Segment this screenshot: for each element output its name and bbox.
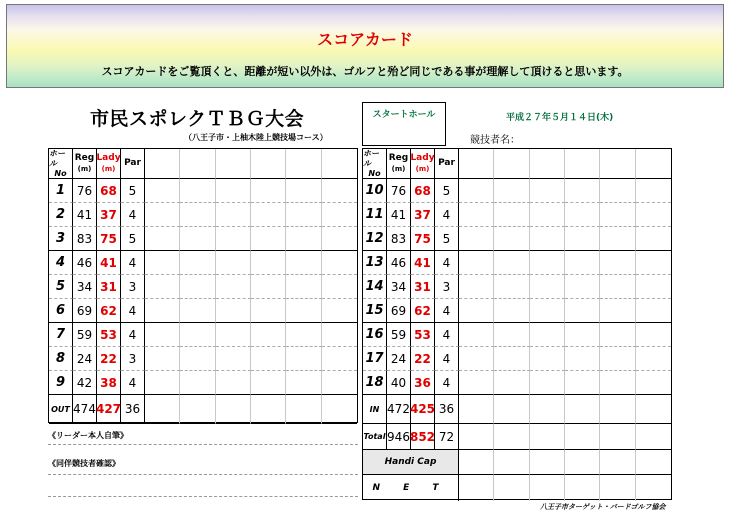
reg-distance: 69 bbox=[387, 299, 411, 323]
score-cell[interactable] bbox=[216, 251, 251, 275]
subtotal-reg: 474 bbox=[73, 395, 97, 424]
par-value: 3 bbox=[121, 275, 145, 299]
hole-number: 9 bbox=[49, 371, 73, 395]
total-reg: 946 bbox=[387, 424, 411, 450]
total-lady: 852 bbox=[411, 424, 435, 450]
score-cell[interactable] bbox=[322, 371, 357, 395]
reg-distance: 41 bbox=[73, 203, 97, 227]
association-name: 八王子市ターゲット・バードゴルフ協会 bbox=[540, 503, 666, 511]
score-cell[interactable] bbox=[600, 371, 635, 395]
score-cell[interactable] bbox=[251, 179, 286, 203]
lady-distance: 41 bbox=[97, 251, 121, 275]
score-cell[interactable] bbox=[216, 179, 251, 203]
score-cell[interactable] bbox=[322, 179, 357, 203]
score-cell[interactable] bbox=[180, 323, 215, 347]
score-cell[interactable] bbox=[459, 227, 494, 251]
score-cell[interactable] bbox=[251, 227, 286, 251]
score-cell[interactable] bbox=[322, 395, 357, 424]
score-cell[interactable] bbox=[494, 203, 529, 227]
score-cell[interactable] bbox=[286, 347, 321, 371]
par-value: 5 bbox=[435, 227, 459, 251]
header-score-cell bbox=[180, 149, 215, 179]
reg-distance: 59 bbox=[73, 323, 97, 347]
score-cell[interactable] bbox=[636, 299, 671, 323]
lady-distance: 37 bbox=[97, 203, 121, 227]
header-reg-unit: (m) bbox=[391, 164, 406, 173]
score-cell[interactable] bbox=[565, 203, 600, 227]
score-cell[interactable] bbox=[565, 251, 600, 275]
lady-distance: 22 bbox=[411, 347, 435, 371]
lady-distance: 36 bbox=[411, 371, 435, 395]
companion-line-2[interactable] bbox=[48, 496, 358, 497]
par-value: 4 bbox=[121, 203, 145, 227]
back-nine-table bbox=[362, 148, 672, 500]
score-cell[interactable] bbox=[180, 227, 215, 251]
header-score-cell bbox=[600, 149, 635, 179]
score-cell[interactable] bbox=[216, 395, 251, 424]
score-cell[interactable] bbox=[180, 395, 215, 424]
score-cell[interactable] bbox=[286, 299, 321, 323]
header-score-cell bbox=[322, 149, 357, 179]
score-cell[interactable] bbox=[459, 371, 494, 395]
header-lady-label: Lady bbox=[410, 152, 435, 163]
total-label: Total bbox=[363, 424, 387, 450]
score-cell[interactable] bbox=[459, 251, 494, 275]
score-cell[interactable] bbox=[530, 203, 565, 227]
handicap-label: Handi Cap bbox=[363, 450, 459, 475]
hole-number: 4 bbox=[49, 251, 73, 275]
score-cell[interactable] bbox=[600, 424, 635, 450]
reg-distance: 46 bbox=[387, 251, 411, 275]
score-cell[interactable] bbox=[322, 275, 357, 299]
score-cell[interactable] bbox=[600, 347, 635, 371]
course-name: （八王子市・上柚木陸上競技場コース） bbox=[184, 133, 328, 142]
score-cell[interactable] bbox=[636, 251, 671, 275]
header-reg-label: Reg bbox=[74, 152, 95, 163]
player-name-label: 競技者名： bbox=[470, 135, 520, 146]
score-cell[interactable] bbox=[636, 275, 671, 299]
par-value: 5 bbox=[435, 179, 459, 203]
lady-distance: 37 bbox=[411, 203, 435, 227]
score-cell[interactable] bbox=[145, 275, 180, 299]
score-cell[interactable] bbox=[530, 347, 565, 371]
hole-number: 7 bbox=[49, 323, 73, 347]
banner-title: スコアカード bbox=[317, 30, 413, 49]
par-value: 3 bbox=[435, 275, 459, 299]
score-cell[interactable] bbox=[322, 203, 357, 227]
hole-number: 3 bbox=[49, 227, 73, 251]
hole-number: 6 bbox=[49, 299, 73, 323]
par-value: 4 bbox=[121, 371, 145, 395]
score-cell[interactable] bbox=[180, 371, 215, 395]
score-cell[interactable] bbox=[600, 227, 635, 251]
score-cell[interactable] bbox=[494, 323, 529, 347]
net-cell[interactable] bbox=[565, 475, 600, 501]
score-cell[interactable] bbox=[216, 275, 251, 299]
par-value: 4 bbox=[121, 323, 145, 347]
header-score-cell bbox=[494, 149, 529, 179]
score-cell[interactable] bbox=[636, 179, 671, 203]
score-cell[interactable] bbox=[322, 251, 357, 275]
start-hole-box[interactable] bbox=[362, 102, 446, 146]
lady-distance: 22 bbox=[97, 347, 121, 371]
subtotal-lady: 427 bbox=[97, 395, 121, 424]
score-cell[interactable] bbox=[600, 179, 635, 203]
score-cell[interactable] bbox=[565, 179, 600, 203]
score-cell[interactable] bbox=[600, 275, 635, 299]
subtotal-label: IN bbox=[363, 395, 387, 424]
score-cell[interactable] bbox=[494, 371, 529, 395]
score-cell[interactable] bbox=[530, 323, 565, 347]
subtotal-par: 36 bbox=[121, 395, 145, 424]
score-cell[interactable] bbox=[216, 227, 251, 251]
score-cell[interactable] bbox=[322, 299, 357, 323]
score-cell[interactable] bbox=[494, 251, 529, 275]
lady-distance: 38 bbox=[97, 371, 121, 395]
lady-distance: 41 bbox=[411, 251, 435, 275]
header-reg bbox=[73, 149, 97, 179]
net-cell[interactable] bbox=[600, 475, 635, 501]
score-cell[interactable] bbox=[180, 203, 215, 227]
score-cell[interactable] bbox=[286, 323, 321, 347]
score-cell[interactable] bbox=[565, 323, 600, 347]
score-cell[interactable] bbox=[530, 179, 565, 203]
par-value: 4 bbox=[435, 371, 459, 395]
lady-distance: 75 bbox=[411, 227, 435, 251]
handicap-cell[interactable] bbox=[565, 450, 600, 475]
score-cell[interactable] bbox=[494, 424, 529, 450]
handicap-cell[interactable] bbox=[494, 450, 529, 475]
event-date: 平成２７年５月１４日(木) bbox=[506, 113, 614, 123]
score-cell[interactable] bbox=[251, 203, 286, 227]
reg-distance: 42 bbox=[73, 371, 97, 395]
score-cell[interactable] bbox=[251, 251, 286, 275]
score-cell[interactable] bbox=[216, 371, 251, 395]
score-cell[interactable] bbox=[530, 299, 565, 323]
tournament-title: 市民スポレクＴＢＧ大会 bbox=[90, 108, 305, 130]
score-cell[interactable] bbox=[145, 299, 180, 323]
score-cell[interactable] bbox=[180, 275, 215, 299]
leader-signature-label: 《リーダー本人自筆》 bbox=[48, 431, 128, 440]
score-cell[interactable] bbox=[251, 275, 286, 299]
reg-distance: 34 bbox=[387, 275, 411, 299]
header-hole-label: ホール bbox=[363, 148, 379, 168]
score-cell[interactable] bbox=[494, 395, 529, 424]
header-score-cell bbox=[459, 149, 494, 179]
score-cell[interactable] bbox=[636, 203, 671, 227]
hole-number: 17 bbox=[363, 347, 387, 371]
par-value: 4 bbox=[435, 347, 459, 371]
score-cell[interactable] bbox=[530, 275, 565, 299]
reg-distance: 76 bbox=[73, 179, 97, 203]
reg-distance: 24 bbox=[387, 347, 411, 371]
score-cell[interactable] bbox=[145, 347, 180, 371]
reg-distance: 40 bbox=[387, 371, 411, 395]
par-value: 5 bbox=[121, 179, 145, 203]
companion-confirmation-label: 《同伴競技者確認》 bbox=[48, 459, 120, 468]
score-cell[interactable] bbox=[286, 395, 321, 424]
score-cell[interactable] bbox=[565, 299, 600, 323]
score-cell[interactable] bbox=[180, 347, 215, 371]
score-cell[interactable] bbox=[251, 395, 286, 424]
lady-distance: 31 bbox=[411, 275, 435, 299]
subtotal-reg: 472 bbox=[387, 395, 411, 424]
header-score-cell bbox=[636, 149, 671, 179]
reg-distance: 34 bbox=[73, 275, 97, 299]
score-cell[interactable] bbox=[565, 275, 600, 299]
score-cell[interactable] bbox=[459, 424, 494, 450]
score-cell[interactable] bbox=[322, 323, 357, 347]
header-par: Par bbox=[435, 149, 459, 179]
subtotal-label: OUT bbox=[49, 395, 73, 424]
score-cell[interactable] bbox=[636, 227, 671, 251]
score-cell[interactable] bbox=[600, 299, 635, 323]
reg-distance: 41 bbox=[387, 203, 411, 227]
score-cell[interactable] bbox=[530, 371, 565, 395]
handicap-cell[interactable] bbox=[530, 450, 565, 475]
handicap-cell[interactable] bbox=[600, 450, 635, 475]
header-lady-label: Lady bbox=[96, 152, 121, 163]
score-cell[interactable] bbox=[494, 179, 529, 203]
score-cell[interactable] bbox=[145, 323, 180, 347]
score-cell[interactable] bbox=[459, 347, 494, 371]
header-no-label: No bbox=[368, 168, 381, 178]
score-cell[interactable] bbox=[494, 347, 529, 371]
score-cell[interactable] bbox=[216, 203, 251, 227]
hole-number: 10 bbox=[363, 179, 387, 203]
score-cell[interactable] bbox=[145, 227, 180, 251]
score-cell[interactable] bbox=[216, 347, 251, 371]
net-label: N E T bbox=[363, 475, 459, 501]
score-cell[interactable] bbox=[145, 251, 180, 275]
reg-distance: 46 bbox=[73, 251, 97, 275]
score-cell[interactable] bbox=[459, 299, 494, 323]
score-cell[interactable] bbox=[459, 275, 494, 299]
score-cell[interactable] bbox=[565, 227, 600, 251]
score-cell[interactable] bbox=[459, 203, 494, 227]
header-hole-no bbox=[363, 149, 387, 179]
lady-distance: 53 bbox=[97, 323, 121, 347]
par-value: 5 bbox=[121, 227, 145, 251]
header-hole-no bbox=[49, 149, 73, 179]
hole-number: 2 bbox=[49, 203, 73, 227]
score-cell[interactable] bbox=[636, 347, 671, 371]
handicap-cell[interactable] bbox=[636, 450, 671, 475]
score-cell[interactable] bbox=[530, 424, 565, 450]
header-score-cell bbox=[286, 149, 321, 179]
score-cell[interactable] bbox=[565, 371, 600, 395]
score-cell[interactable] bbox=[530, 251, 565, 275]
score-cell[interactable] bbox=[600, 395, 635, 424]
score-cell[interactable] bbox=[251, 299, 286, 323]
score-cell[interactable] bbox=[145, 371, 180, 395]
header-reg bbox=[387, 149, 411, 179]
handicap-cell[interactable] bbox=[459, 450, 494, 475]
net-cell[interactable] bbox=[494, 475, 529, 501]
score-cell[interactable] bbox=[459, 323, 494, 347]
hole-number: 11 bbox=[363, 203, 387, 227]
lady-distance: 62 bbox=[411, 299, 435, 323]
header-score-cell bbox=[145, 149, 180, 179]
score-cell[interactable] bbox=[530, 227, 565, 251]
score-cell[interactable] bbox=[600, 323, 635, 347]
header-no-label: No bbox=[54, 168, 67, 178]
score-cell[interactable] bbox=[145, 203, 180, 227]
reg-distance: 69 bbox=[73, 299, 97, 323]
reg-distance: 76 bbox=[387, 179, 411, 203]
score-cell[interactable] bbox=[636, 323, 671, 347]
score-cell[interactable] bbox=[286, 251, 321, 275]
header-score-cell bbox=[251, 149, 286, 179]
hole-number: 1 bbox=[49, 179, 73, 203]
score-cell[interactable] bbox=[286, 275, 321, 299]
reg-distance: 24 bbox=[73, 347, 97, 371]
score-cell[interactable] bbox=[600, 203, 635, 227]
score-cell[interactable] bbox=[636, 395, 671, 424]
score-cell[interactable] bbox=[251, 371, 286, 395]
score-cell[interactable] bbox=[459, 395, 494, 424]
hole-number: 5 bbox=[49, 275, 73, 299]
score-cell[interactable] bbox=[322, 227, 357, 251]
reg-distance: 83 bbox=[73, 227, 97, 251]
hole-number: 13 bbox=[363, 251, 387, 275]
lady-distance: 68 bbox=[411, 179, 435, 203]
par-value: 3 bbox=[121, 347, 145, 371]
score-cell[interactable] bbox=[494, 227, 529, 251]
header-par: Par bbox=[121, 149, 145, 179]
header-lady-unit: (m) bbox=[101, 164, 116, 173]
hole-number: 15 bbox=[363, 299, 387, 323]
total-par: 72 bbox=[435, 424, 459, 450]
banner-subtitle: スコアカードをご覧頂くと、距離が短い以外は、ゴルフと殆ど同じである事が理解して頂けると思います。 bbox=[101, 65, 629, 78]
hole-number: 12 bbox=[363, 227, 387, 251]
score-cell[interactable] bbox=[286, 179, 321, 203]
header-score-cell bbox=[565, 149, 600, 179]
score-cell[interactable] bbox=[180, 251, 215, 275]
net-cell[interactable] bbox=[636, 475, 671, 501]
header-lady-unit: (m) bbox=[415, 164, 430, 173]
score-cell[interactable] bbox=[145, 395, 180, 424]
score-cell[interactable] bbox=[494, 275, 529, 299]
score-cell[interactable] bbox=[286, 371, 321, 395]
par-value: 4 bbox=[435, 299, 459, 323]
net-cell[interactable] bbox=[459, 475, 494, 501]
par-value: 4 bbox=[121, 299, 145, 323]
score-cell[interactable] bbox=[565, 424, 600, 450]
header-score-cell bbox=[216, 149, 251, 179]
reg-distance: 59 bbox=[387, 323, 411, 347]
par-value: 4 bbox=[435, 251, 459, 275]
banner bbox=[6, 4, 724, 88]
score-cell[interactable] bbox=[459, 179, 494, 203]
header-reg-unit: (m) bbox=[77, 164, 92, 173]
header-hole-label: ホール bbox=[49, 148, 65, 168]
hole-number: 8 bbox=[49, 347, 73, 371]
leader-signature-line[interactable] bbox=[48, 444, 358, 445]
score-cell[interactable] bbox=[180, 299, 215, 323]
lady-distance: 68 bbox=[97, 179, 121, 203]
par-value: 4 bbox=[435, 203, 459, 227]
header-lady bbox=[411, 149, 435, 179]
subtotal-par: 36 bbox=[435, 395, 459, 424]
header-lady bbox=[97, 149, 121, 179]
lady-distance: 31 bbox=[97, 275, 121, 299]
lady-distance: 75 bbox=[97, 227, 121, 251]
score-cell[interactable] bbox=[565, 395, 600, 424]
score-cell[interactable] bbox=[180, 179, 215, 203]
score-cell[interactable] bbox=[251, 347, 286, 371]
score-cell[interactable] bbox=[251, 323, 286, 347]
hole-number: 16 bbox=[363, 323, 387, 347]
net-cell[interactable] bbox=[530, 475, 565, 501]
companion-line-1[interactable] bbox=[48, 474, 358, 475]
subtotal-lady: 425 bbox=[411, 395, 435, 424]
score-cell[interactable] bbox=[216, 323, 251, 347]
score-cell[interactable] bbox=[145, 179, 180, 203]
reg-distance: 83 bbox=[387, 227, 411, 251]
hole-number: 14 bbox=[363, 275, 387, 299]
score-cell[interactable] bbox=[494, 299, 529, 323]
start-hole-label: スタートホール bbox=[372, 110, 436, 120]
header-reg-label: Reg bbox=[388, 152, 409, 163]
front-nine-table bbox=[48, 148, 358, 423]
hole-number: 18 bbox=[363, 371, 387, 395]
score-cell[interactable] bbox=[636, 371, 671, 395]
lady-distance: 53 bbox=[411, 323, 435, 347]
lady-distance: 62 bbox=[97, 299, 121, 323]
par-value: 4 bbox=[435, 323, 459, 347]
score-cell[interactable] bbox=[322, 347, 357, 371]
score-cell[interactable] bbox=[286, 203, 321, 227]
header-score-cell bbox=[530, 149, 565, 179]
score-cell[interactable] bbox=[565, 347, 600, 371]
score-cell[interactable] bbox=[600, 251, 635, 275]
score-cell[interactable] bbox=[286, 227, 321, 251]
score-cell[interactable] bbox=[216, 299, 251, 323]
score-cell[interactable] bbox=[636, 424, 671, 450]
score-cell[interactable] bbox=[530, 395, 565, 424]
par-value: 4 bbox=[121, 251, 145, 275]
